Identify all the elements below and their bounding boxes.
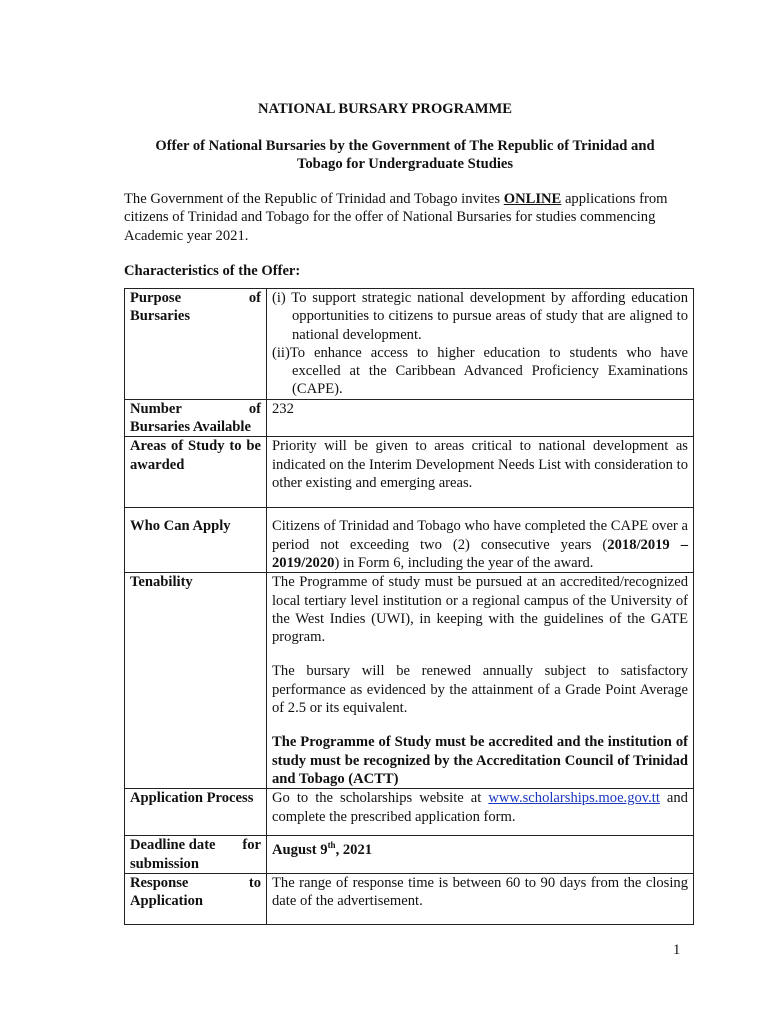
deadline-year: , 2021 (335, 842, 373, 859)
table-row-deadline (125, 836, 694, 874)
who-years: 2018/2019 – 2019/2020 (272, 536, 688, 571)
purpose-label-word: Purpose (130, 290, 182, 306)
who-label: Who Can Apply (125, 508, 267, 573)
intro-text-end: applications from citizens of Trinidad and Tobago for the offer of National Bursaries for studies commencing Academic year 2021. (124, 191, 668, 244)
response-label (125, 873, 267, 924)
response-label-word: Response (130, 874, 189, 891)
intro-text-start: The Government of the Republic of Trinidad and Tobago invites (124, 191, 504, 207)
table-row-purpose (125, 289, 694, 400)
who-text-start: Citizens of Trinidad and Tobago who have completed the CAPE over a period not exceeding two (2) consecutive years ( (272, 518, 688, 553)
deadline-label-for: for (242, 837, 261, 854)
response-label-application: Application (130, 893, 203, 910)
tenability-value (267, 573, 694, 789)
application-text-start: Go to the scholarships website at (272, 790, 489, 807)
tenability-label: Tenability (125, 573, 267, 789)
purpose-value (267, 289, 694, 400)
purpose-label-bursaries: Bursaries (130, 308, 190, 325)
deadline-value (267, 836, 694, 874)
purpose-item-1: (i) To support strategic national development by affording education opportunities to citizens to pursue areas of study that are aligned to national development. (272, 290, 688, 343)
tenability-para-3: The Programme of Study must be accredited and the institution of study must be recognized by the Accreditation Council of Trinidad and Tobago (ACTT) (272, 734, 688, 787)
document-title: NATIONAL BURSARY PROGRAMME (257, 101, 513, 117)
response-value: The range of response time is between 60 to 90 days from the closing date of the advertisement. (267, 873, 694, 924)
number-label-word: Number (130, 400, 182, 417)
intro-paragraph (124, 190, 684, 245)
table-row-who (125, 508, 694, 573)
tenability-para-2: The bursary will be renewed annually subject to satisfactory performance as evidenced by the attainment of a Grade Point Average of 2.5 or its equivalent. (272, 663, 688, 717)
deadline-label-submission: submission (130, 855, 199, 872)
document-subtitle: Offer of National Bursaries by the Government of The Republic of Trinidad and Tobago for Undergraduate Studies (155, 138, 655, 173)
scholarships-website-link[interactable]: www.scholarships.moe.gov.tt (488, 790, 660, 807)
areas-label: Areas of Study to be awarded (125, 437, 267, 508)
application-value (267, 789, 694, 836)
purpose-label (125, 289, 267, 400)
online-emphasis: ONLINE (503, 191, 562, 207)
who-value (267, 508, 694, 573)
who-text-end: ) in Form 6, including the year of the award. (334, 554, 594, 571)
purpose-item-2: (ii)To enhance access to higher education to students who have excelled at the Caribbean Advanced Proficiency Examinations (CAPE). (272, 344, 688, 398)
purpose-label-of: of (248, 290, 261, 306)
table-row-tenability (125, 573, 694, 789)
page-number: 1 (673, 942, 681, 958)
application-label: Application Process (125, 789, 267, 836)
table-row-application (125, 789, 694, 836)
number-label (125, 399, 267, 437)
number-value: 232 (267, 399, 694, 437)
deadline-label (125, 836, 267, 874)
deadline-day: August 9 (272, 842, 328, 859)
offer-characteristics-table (124, 288, 694, 925)
table-row-response (125, 873, 694, 924)
characteristics-heading: Characteristics of the Offer: (124, 263, 301, 279)
tenability-para-1: The Programme of study must be pursued at an accredited/recognized local tertiary level institution or a regional campus of the University of the West Indies (UWI), in keeping with the guidelines of the GATE program. (272, 574, 688, 646)
number-label-of: of (248, 400, 261, 417)
deadline-label-word: Deadline date (130, 837, 216, 854)
table-row-areas (125, 437, 694, 508)
areas-value: Priority will be given to areas critical to national development as indicated on the Interim Development Needs List with consideration to other existing and emerging areas. (267, 437, 694, 508)
table-row-number (125, 399, 694, 437)
number-label-available: Bursaries Available (130, 419, 251, 436)
application-text-end: and complete the prescribed application form. (272, 790, 688, 825)
response-label-to: to (248, 874, 261, 891)
deadline-suffix: th (327, 840, 336, 851)
